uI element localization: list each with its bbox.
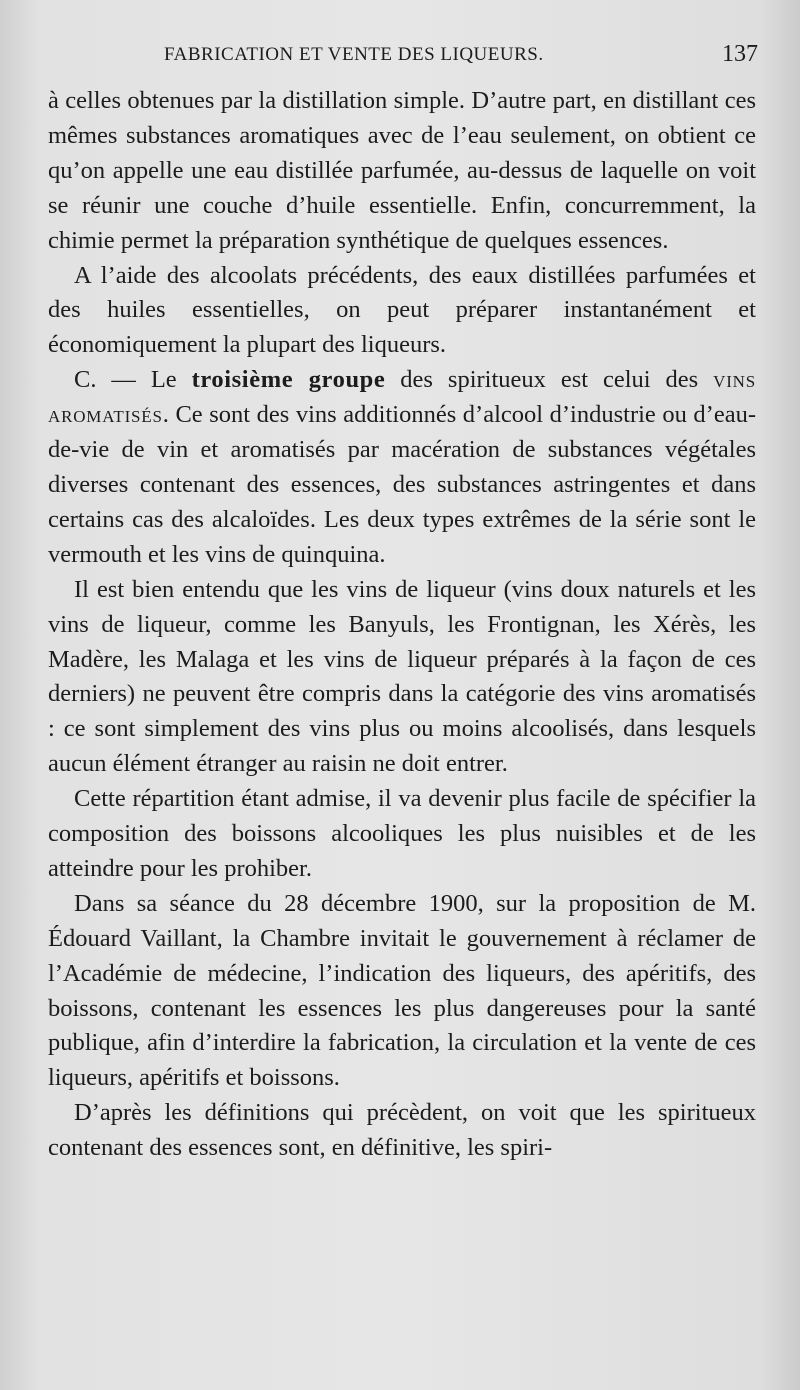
paragraph-5: Cette répartition étant admise, il va devenir plus facile de spécifier la composition des boissons alcooliques les plus nuisibles et de les atteindre pour les prohiber. xyxy=(48,785,756,882)
page-header xyxy=(150,41,758,78)
third-group-heading: troisième groupe xyxy=(191,366,386,394)
running-title: FABRICATION ET VENTE DES LIQUEURS. xyxy=(164,44,544,65)
paragraph-3-mid: des spiritueux est celui des xyxy=(385,366,714,394)
body-text xyxy=(48,84,756,1166)
paragraph-3-rest: . Ce sont des vins additionnés d’alcool d’industrie ou d’eau-de-vie de vin et aromatisés par macération de substances végétales diverses contenant des essences, des substances astringentes et dans certains cas des alcaloïdes. Les deux types extrêmes de la série sont le vermouth et les vins de quinquina. xyxy=(48,401,756,568)
paragraph-2: A l’aide des alcoolats précédents, des eaux distillées parfumées et des huiles essentielles, on peut préparer instantanément et économiquement la plupart des liqueurs. xyxy=(48,261,756,359)
paragraph-6: Dans sa séance du 28 décembre 1900, sur la proposition de M. Édouard Vaillant, la Chambre invitait le gouvernement à réclamer de l’Académie de médecine, l’indication des liqueurs, des apéritifs, des boissons, contenant les essences les plus dangereuses pour la santé publique, afin d’interdire la fabrication, la circulation et la vente de ces liqueurs, apéritifs et boissons. xyxy=(48,889,756,1092)
paragraph-1: à celles obtenues par la distillation simple. D’autre part, en distillant ces mêmes substances aromatiques avec de l’eau seulement, on obtient ce qu’on appelle une eau distillée parfumée, au-dessus de laquelle on voit se réunir une couche d’huile essentielle. Enfin, concurremment, la chimie permet la préparation synthétique de quelques essences. xyxy=(48,87,756,254)
vins-aromatises-term: vins aromatisés xyxy=(48,366,756,429)
paragraph-3 xyxy=(48,363,756,572)
paragraph-3-prefix: C. — Le xyxy=(74,366,192,394)
paragraph-7: D’après les définitions qui précèdent, on voit que les spiritueux contenant des essences sont, en définitive, les spiri- xyxy=(48,1099,756,1162)
page-number: 137 xyxy=(722,41,758,67)
paragraph-4: Il est bien entendu que les vins de liqueur (vins doux naturels et les vins de liqueur, comme les Banyuls, les Frontignan, les Xérès, les Madère, les Malaga et les vins de liqueur préparés à la façon de ces derniers) ne peuvent être compris dans la catégorie des vins aromatisés : ce sont simplement des vins plus ou moins alcoolisés, dans lesquels aucun élément étranger au raisin ne doit entrer. xyxy=(48,575,756,778)
